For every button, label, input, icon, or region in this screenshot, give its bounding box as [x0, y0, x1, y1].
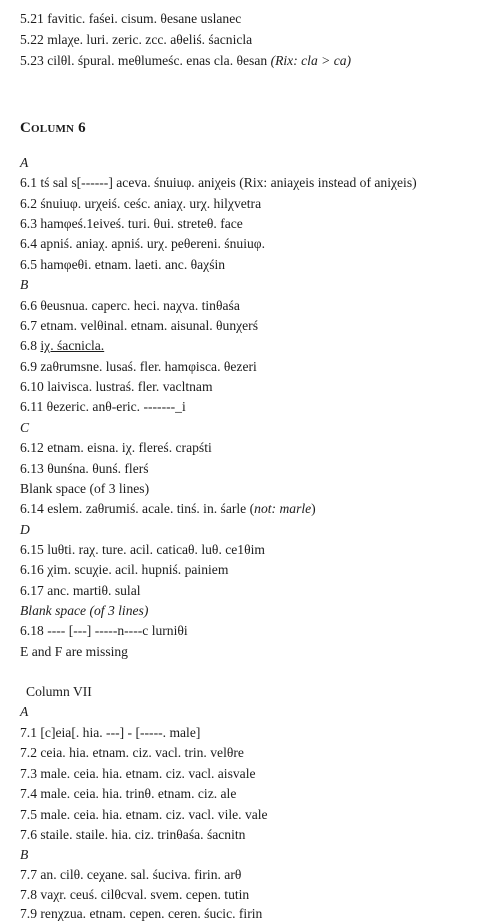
- section-label-c: C: [20, 420, 30, 435]
- text-line-7-5: 7.5 male. ceia. hia. etnam. ciz. vacl. vile. vale: [20, 807, 268, 822]
- text-line-6-12: 6.12 etnam. eisna. iχ. flereś. crapśti: [20, 440, 212, 455]
- text-line-5-23: [20, 52, 351, 70]
- text-line-6-15: 6.15 luθti. raχ. ture. acil. caticaθ. luθ. ce1θim: [20, 542, 265, 557]
- text-line-6-2: 6.2 śnuiuφ. urχeiś. ceśc. aniaχ. urχ. hilχvetra: [20, 196, 262, 211]
- text-line-6-13: 6.13 θunśna. θunś. flerś: [20, 461, 149, 476]
- text-line-7-7: 7.7 an. cilθ. ceχane. sal. śuciva. firin. arθ: [20, 867, 242, 882]
- line-6-8-number: 6.8: [20, 338, 37, 353]
- blank-space-note: Blank space (of 3 lines): [20, 481, 150, 496]
- text-line-6-3: 6.3 hamφeś.1eiveś. turi. θui. streteθ. face: [20, 216, 243, 231]
- text-line-6-7: 6.7 etnam. velθinal. etnam. aisunal. θunχerś: [20, 318, 259, 333]
- text-line-6-17: 6.17 anc. martiθ. sulal: [20, 583, 141, 598]
- text-line-6-14: [20, 500, 316, 518]
- line-5-23-text: 5.23 cilθl. śpural. meθlumeśc. enas cla. θesan: [20, 53, 268, 68]
- column-7-heading: Column VII: [26, 684, 92, 699]
- section-label-d: D: [20, 522, 30, 537]
- section-label-a-col7: A: [20, 704, 29, 719]
- line-6-8-underlined: iχ. śacnicla.: [40, 338, 105, 353]
- missing-sections-note: E and F are missing: [20, 644, 128, 659]
- text-line-5-21: 5.21 favitic. faśei. cisum. θesane uslanec: [20, 11, 242, 26]
- text-line-6-6: 6.6 θeusnua. caperc. heci. naχva. tinθaśa: [20, 298, 240, 313]
- text-line-7-3: 7.3 male. ceia. hia. etnam. ciz. vacl. aisvale: [20, 766, 256, 781]
- section-label-b-col7: B: [20, 847, 29, 862]
- column-6-heading: Column 6: [20, 120, 86, 136]
- text-line-7-4: 7.4 male. ceia. hia. trinθ. etnam. ciz. ale: [20, 786, 237, 801]
- text-line-6-16: 6.16 χim. scuχie. acil. hupniś. painiem: [20, 562, 229, 577]
- text-line-6-11: 6.11 θezeric. anθ-eric. -------_i: [20, 399, 186, 414]
- text-line-7-1: 7.1 [c]eia[. hia. ---] - [-----. male]: [20, 725, 201, 740]
- section-label-a: A: [20, 155, 29, 170]
- text-line-6-18: 6.18 ---- [---] -----n----c lurniθi: [20, 623, 188, 638]
- line-6-14-text: 6.14 eslem. zaθrumiś. acale. tinś. in. śarle: [20, 501, 247, 516]
- section-label-b: B: [20, 277, 29, 292]
- blank-space-note-italic: Blank space (of 3 lines): [20, 603, 149, 618]
- text-line-6-10: 6.10 laivisca. lustraś. fler. vacltnam: [20, 379, 213, 394]
- text-line-7-9: 7.9 renχzua. etnam. cepen. ceren. śucic. firin: [20, 906, 263, 921]
- line-6-14-note: (not: marle): [249, 501, 316, 516]
- text-line-6-4: 6.4 apniś. aniaχ. apniś. urχ. peθereni. śnuiuφ.: [20, 236, 266, 251]
- text-line-7-8: 7.8 vaχr. ceuś. cilθcval. svem. cepen. tutin: [20, 887, 250, 902]
- text-line-6-5: 6.5 hamφeθi. etnam. laeti. anc. θaχśin: [20, 257, 226, 272]
- text-line-7-6: 7.6 staile. staile. hia. ciz. trinθaśa. śacnitn: [20, 827, 246, 842]
- text-line-5-22: 5.22 mlaχe. luri. zeric. zcc. aθeliś. śacnicla: [20, 32, 253, 47]
- text-line-6-9: 6.9 zaθrumsne. lusaś. fler. hamφisca. θezeri: [20, 359, 257, 374]
- text-line-6-8: [20, 337, 104, 355]
- text-line-6-1: 6.1 tś sal s[------] aceva. śnuiuφ. aniχeis (Rix: aniaχeis instead of aniχeis): [20, 175, 417, 190]
- not-marle-note: not: marle: [254, 501, 312, 516]
- text-line-7-2: 7.2 ceia. hia. etnam. ciz. vacl. trin. velθre: [20, 745, 244, 760]
- rix-note: (Rix: cla > ca): [270, 53, 352, 68]
